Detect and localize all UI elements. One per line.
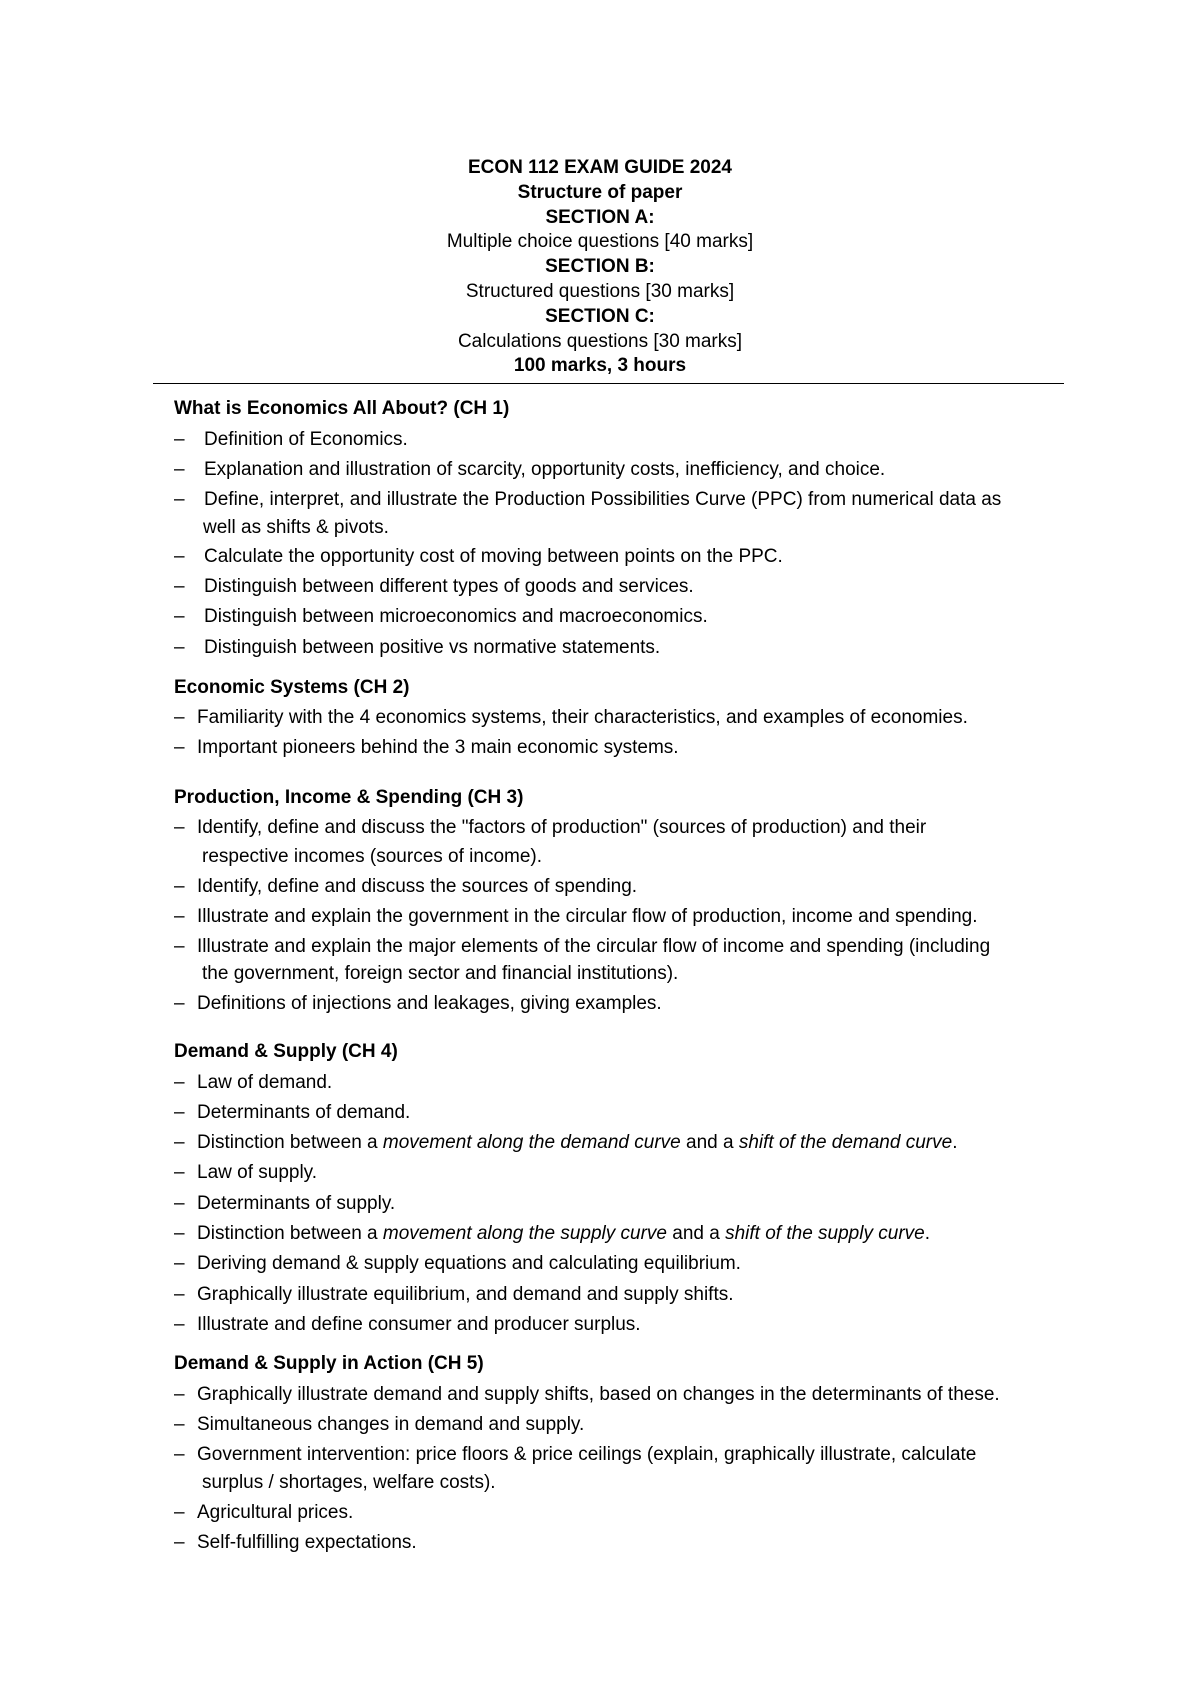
section-b-desc: Structured questions [30 marks] (465, 280, 735, 302)
list-item: – Graphically illustrate demand and supply shifts, based on changes in the determinants of these. (174, 1384, 1000, 1405)
total-marks: 100 marks, 3 hours (513, 355, 687, 377)
list-item: – Define, interpret, and illustrate the Production Possibilities Curve (PPC) from numerical data as (174, 489, 1002, 510)
section-c-label: SECTION C: (545, 305, 655, 327)
list-item: – Calculate the opportunity cost of moving between points on the PPC. (174, 546, 783, 567)
section-title-ch5: Demand & Supply in Action (CH 5) (174, 1353, 484, 1374)
list-item: – Graphically illustrate equilibrium, and demand and supply shifts. (174, 1284, 734, 1305)
list-item: – Illustrate and explain the major elements of the circular flow of income and spending (including (174, 936, 991, 957)
list-item: – Determinants of supply. (174, 1193, 396, 1214)
section-title-ch3: Production, Income & Spending (CH 3) (174, 787, 524, 808)
list-item: – Deriving demand & supply equations and calculating equilibrium. (174, 1253, 741, 1274)
list-item-continuation: respective incomes (sources of income). (202, 846, 543, 867)
section-title-ch4: Demand & Supply (CH 4) (174, 1041, 398, 1062)
section-title-ch2: Economic Systems (CH 2) (174, 677, 410, 698)
list-item: – Distinction between a movement along the supply curve and a shift of the supply curve. (174, 1223, 930, 1244)
list-item: – Important pioneers behind the 3 main economic systems. (174, 737, 679, 758)
list-item: – Law of supply. (174, 1162, 318, 1183)
section-a-label: SECTION A: (545, 206, 655, 228)
list-item: – Distinction between a movement along the demand curve and a shift of the demand curve. (174, 1132, 958, 1153)
list-item: – Identify, define and discuss the sources of spending. (174, 876, 638, 897)
list-item: – Familiarity with the 4 economics systems, their characteristics, and examples of economies. (174, 707, 968, 728)
list-item: – Determinants of demand. (174, 1102, 411, 1123)
section-c-desc: Calculations questions [30 marks] (457, 330, 743, 352)
list-item: – Simultaneous changes in demand and supply. (174, 1414, 585, 1435)
list-item: – Self-fulfilling expectations. (174, 1532, 417, 1553)
list-item: – Definitions of injections and leakages, giving examples. (174, 993, 662, 1014)
list-item-continuation: surplus / shortages, welfare costs). (202, 1472, 496, 1493)
section-a-desc: Multiple choice questions [40 marks] (446, 231, 754, 253)
structure-heading: Structure of paper (517, 181, 683, 203)
section-b-label: SECTION B: (545, 256, 655, 278)
list-item: – Definition of Economics. (174, 429, 408, 450)
list-item: – Distinguish between different types of goods and services. (174, 576, 694, 597)
list-item-continuation: the government, foreign sector and financial institutions). (202, 963, 679, 984)
list-item: – Distinguish between positive vs normative statements. (174, 637, 661, 658)
list-item: – Government intervention: price floors & price ceilings (explain, graphically illustrate, calculate (174, 1444, 977, 1465)
list-item: – Agricultural prices. (174, 1502, 354, 1523)
list-item: – Identify, define and discuss the "factors of production" (sources of production) and their (174, 817, 927, 838)
list-item-continuation: well as shifts & pivots. (203, 517, 389, 538)
list-item: – Law of demand. (174, 1072, 333, 1093)
list-item: – Illustrate and explain the government in the circular flow of production, income and spending. (174, 906, 978, 927)
list-item: – Explanation and illustration of scarcity, opportunity costs, inefficiency, and choice. (174, 459, 886, 480)
list-item: – Distinguish between microeconomics and macroeconomics. (174, 606, 708, 627)
list-item: – Illustrate and define consumer and producer surplus. (174, 1314, 641, 1335)
section-title-ch1: What is Economics All About? (CH 1) (174, 398, 510, 419)
page-title: ECON 112 EXAM GUIDE 2024 (468, 157, 732, 178)
